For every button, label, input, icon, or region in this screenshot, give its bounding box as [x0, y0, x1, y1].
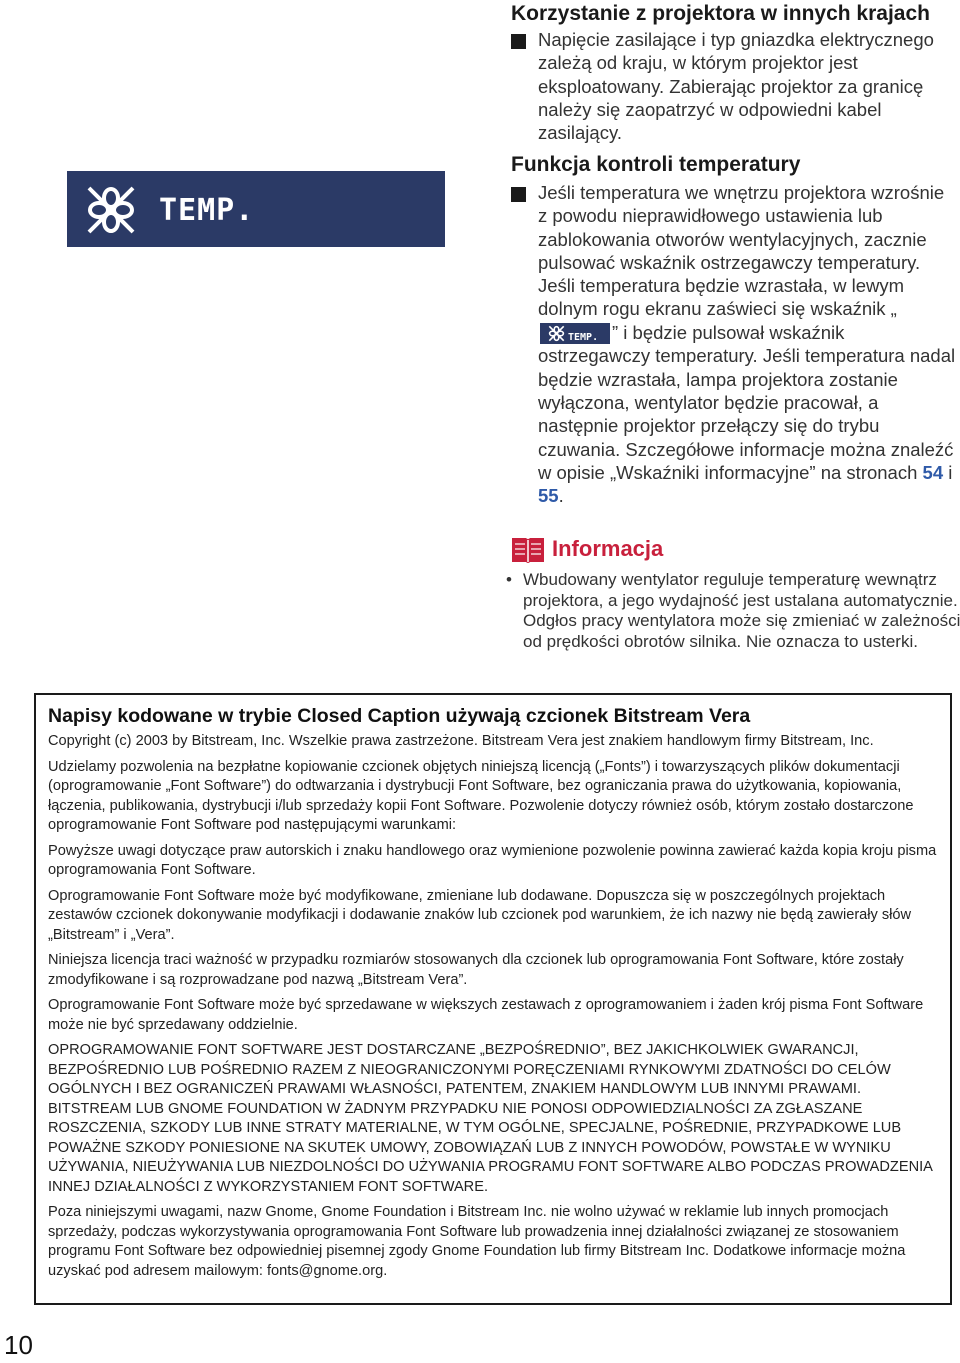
license-paragraph: Oprogramowanie Font Software może być modyfikowane, zmieniane lub dodawane. Dopuszcza się w poszczególnych projektach zestawów czcionek dokonywanie modyfikacji i dodawanie znaków lub czcionek pod warunkiem, że ich nazwy nie będą zawierały słów „Bitstream” i „Vera”.	[48, 887, 912, 943]
bullet-square	[511, 187, 526, 202]
fan-cross-icon	[548, 325, 565, 342]
bullet-square	[511, 34, 526, 49]
section-heading-temperature: Funkcja kontroli temperatury	[511, 153, 801, 176]
bullet-dot: •	[506, 570, 512, 589]
license-paragraph: Udzielamy pozwolenia na bezpłatne kopiowanie czcionek objętych niniejszą licencją („Fonts”) i towarzyszących plików dokumentacji (oprogramowanie „Font Software”) do odtwarzania i dystrybucji Font Software, bez ograniczania prawa do użytkowania, kopiowania, łączenia, publikowania, dystrybucji i/lub sprzedaży kopii Font Software. Pozwolenie dotyczy również osób, którym zostało dostarczone oprogramowanie Font Software pod następującymi warunkami:	[48, 758, 914, 833]
section-heading-other-countries: Korzystanie z projektora w innych krajach	[511, 2, 930, 25]
fan-cross-icon	[85, 184, 137, 236]
temp-text-conj: i	[943, 461, 953, 483]
license-paragraph: Oprogramowanie Font Software może być sprzedawane w większych zestawach z oprogramowaniem i żaden krój pisma Font Software może nie być sprzedawany oddzielnie.	[48, 997, 924, 1033]
temp-text-part2: ” i będzie pulsował wskaźnik ostrzegawczy temperatury. Jeśli temperatura nadal będzie wzrastała, lampa projektora zostanie wyłączona, wentylator będzie pracował, a następnie projektor przełączy się do trybu czuwania. Szczegółowe informacje można znaleźć w opisie „Wskaźniki informacyjne” na stronach	[538, 321, 956, 483]
temp-text-end: .	[558, 485, 564, 507]
license-paragraph: Poza niniejszymi uwagami, nazw Gnome, Gnome Foundation i Bitstream Inc. nie wolno używać w reklamie lub innych promocjach sprzedaży, podczas wykorzystywania oprogramowania Font Software lub prowadzenia innej działalności związanej ze stosowaniem programu Font Software bez odpowiedniej pisemnej zgody Gnome Foundation lub firmy Bitstream Inc. Dodatkowe informacje można uzyskać pod adresem mailowym: fonts@gnome.org.	[48, 1204, 906, 1279]
open-book-icon	[511, 535, 545, 570]
license-paragraph: OPROGRAMOWANIE FONT SOFTWARE JEST DOSTARCZANE „BEZPOŚREDNIO”, BEZ JAKICHKOLWIEK GWARANCJI, BEZPOŚREDNIO LUB POŚREDNIO RAZEM Z NIEOGRANICZONYMI PORĘCZENIAMI RYNKOWYMI ZDATNOŚCI DO CELÓW OGÓLNYCH I BEZ OGRANICZEŃ PRAWAMI WŁASNOŚCI, PATENTEM, ZNAKIEM HANDLOWYM LUB INNYMI PRAWAMI. BITSTREAM LUB GNOME FOUNDATION W ŻADNYM PRZYPADKU NIE PONOSI ODPOWIEDZIALNOŚCI ZA ZGŁASZANE ROSZCZENIA, SZKODY LUB INNE STRATY MATERIALNE, W TYM OGÓLNE, SPECJALNE, POŚREDNIE, PRZYPADKOWE LUB POWAŻNE SZKODY PONIESIONE NA SKUTEK UMOWY, ZOBOWIĄZAŃ LUB Z INNYCH POWODÓW, POWSTAŁE W WYNIKU UŻYWANIA, NIEUŻYWANIA LUB NIEZDOLNOŚCI DO UŻYWANIA PROGRAMU FONT SOFTWARE ALBO PODCZAS PROWADZENIA INNEJ DZIAŁALNOŚCI Z WYKORZYSTANIEM FONT SOFTWARE.	[48, 1042, 933, 1195]
temperature-text	[538, 181, 956, 507]
temp-indicator-panel	[67, 171, 445, 247]
license-paragraph: Powyższe uwagi dotyczące praw autorskich i znaku handlowego oraz wymienione pozwolenie powinna zawierać każda kopia kroju pisma oprogramowania Font Software.	[48, 842, 937, 878]
temp-text-part1: Jeśli temperatura we wnętrzu projektora wzrośnie z powodu nieprawidłowego ustawienia lub zablokowania otworów wentylacyjnych, zacznie pulsować wskaźnik ostrzegawczy temperatury. Jeśli temperatura będzie wzrastała, w lewym dolnym rogu ekranu zaświeci się wskaźnik „	[538, 182, 945, 320]
page-number: 10	[4, 1330, 33, 1360]
other-countries-text: Napięcie zasilające i typ gniazdka elektrycznego zależą od kraju, w którym projektor jest eksploatowany. Zabierając projektor za granicę należy się zaopatrzyć w odpowiedni kabel zasilający.	[538, 29, 934, 144]
temp-label: TEMP.	[159, 193, 255, 228]
info-text: Wbudowany wentylator reguluje temperaturę wewnątrz projektora, a jego wydajność jest ustalana automatycznie. Odgłos pracy wentylatora może się zmieniać w zależności od prędkości obrotów silnika. Nie oznacza to usterki.	[523, 570, 960, 651]
license-box	[34, 693, 952, 1305]
inline-temp-indicator	[540, 323, 610, 344]
page-link-54[interactable]: 54	[922, 461, 944, 483]
license-paragraph: Copyright (c) 2003 by Bitstream, Inc. Wszelkie prawa zastrzeżone. Bitstream Vera jest znakiem handlowym firmy Bitstream, Inc.	[48, 733, 874, 749]
license-paragraph: Niniejsza licencja traci ważność w przypadku rozmiarów stosowanych dla czcionek lub oprogramowania Font Software, które zostały zmodyfikowane i są rozprowadzane pod nazwą „Bitstream Vera”.	[48, 952, 904, 988]
license-title: Napisy kodowane w trybie Closed Caption używają czcionek Bitstream Vera	[48, 705, 751, 727]
page-link-55[interactable]: 55	[538, 485, 559, 507]
info-title: Informacja	[552, 536, 664, 561]
inline-temp-label: TEMP.	[568, 332, 599, 344]
